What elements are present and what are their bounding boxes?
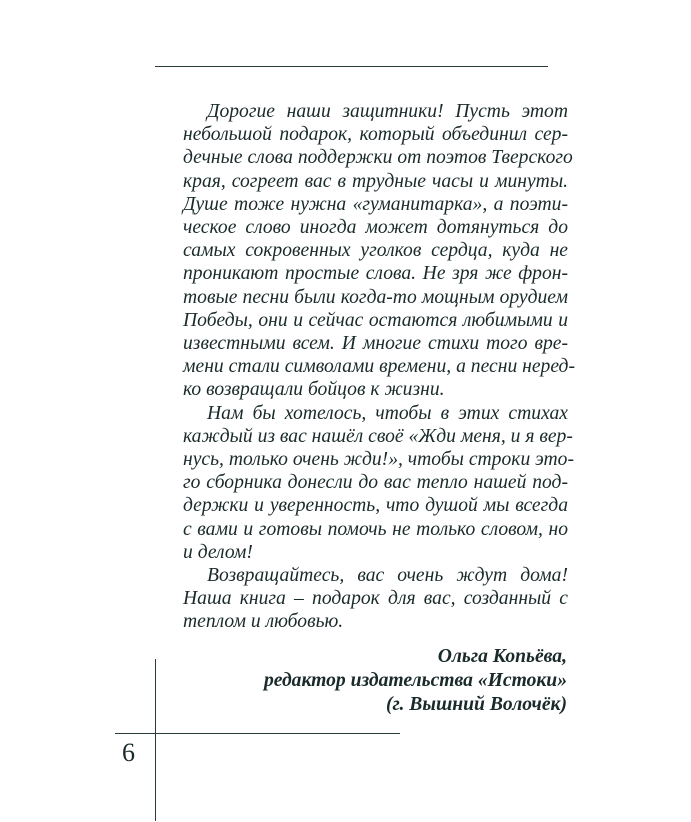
- text-line: с вами и готовы помочь не только словом, но: [183, 518, 568, 540]
- text-line: Дорогие наши защитники! Пусть этот: [207, 101, 568, 122]
- paragraph-3: [183, 564, 568, 634]
- text-line: ко возвращали бойцов к жизни.: [183, 379, 445, 401]
- body-text: [183, 100, 575, 634]
- signature: [264, 645, 567, 717]
- text-line: известными всем. И многие стихи того вре-: [183, 333, 568, 355]
- text-line: самых сокровенных уголков сердца, куда не: [183, 240, 568, 262]
- text-line: ческое слово иногда может дотянуться до: [183, 217, 568, 239]
- text-line: дечные слова поддержки от поэтов Тверского: [183, 147, 573, 169]
- page-number: 6: [122, 738, 135, 767]
- bottom-rule: [115, 733, 400, 734]
- text-line: теплом и любовью.: [183, 611, 344, 633]
- text-line: мени стали символами времени, а песни неред-: [183, 356, 575, 378]
- text-line: Душе тоже нужна «гуманитарка», а поэти-: [183, 193, 568, 215]
- text-line: Победы, они и сейчас остаются любимыми и: [183, 309, 568, 331]
- text-line: каждый из вас нашёл своё «Жди меня, и я вер-: [183, 425, 573, 447]
- text-line: Нам бы хотелось, чтобы в этих стихах: [207, 402, 568, 424]
- paragraph-1: [183, 100, 575, 402]
- text-line: держки и уверенность, что душой мы всегда: [183, 495, 568, 517]
- top-rule: [155, 66, 548, 67]
- signature-title: редактор издательства «Истоки»: [263, 670, 567, 691]
- text-line: и делом!: [183, 541, 253, 563]
- vertical-rule: [155, 659, 156, 821]
- text-line: Возвращайтесь, вас очень ждут дома!: [207, 565, 568, 587]
- text-line: товые песни были когда-то мощным орудием: [183, 286, 568, 308]
- text-line: нусь, только очень жди!», чтобы строки это-: [183, 449, 574, 471]
- paragraph-2: [183, 402, 574, 564]
- text-line: края, согреет вас в трудные часы и минуты.: [183, 170, 568, 192]
- text-line: Наша книга – подарок для вас, созданный с: [183, 588, 568, 610]
- signature-name: Ольга Копьёва,: [437, 646, 567, 667]
- text-line: го сборника донесли до вас тепло нашей под-: [183, 472, 568, 494]
- text-line: небольшой подарок, который объединил сер-: [183, 124, 568, 146]
- text-line: проникают простые слова. Не зря же фрон-: [183, 263, 568, 285]
- signature-location: (г. Вышний Волочёк): [385, 694, 567, 715]
